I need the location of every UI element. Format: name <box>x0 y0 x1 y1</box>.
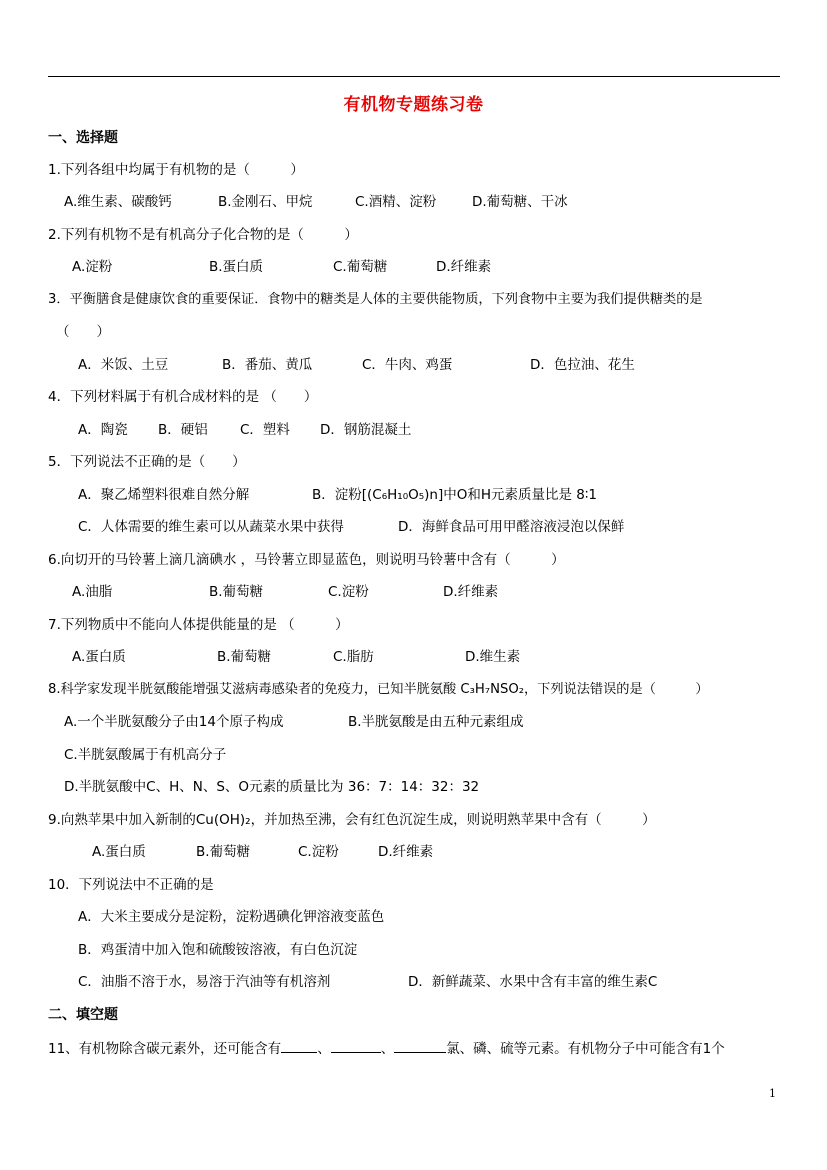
q1-option-b: B.金刚石、甲烷 <box>218 194 313 210</box>
q11-blank-2[interactable] <box>331 1038 381 1053</box>
q1-option-c: C.酒精、淀粉 <box>355 194 437 210</box>
q7-option-d: D.维生素 <box>465 649 521 665</box>
q10-option-a: A．大米主要成分是淀粉，淀粉遇碘化钾溶液变蓝色 <box>78 909 385 925</box>
q3-option-d: D．色拉油、花生 <box>530 357 635 373</box>
q10-option-d: D．新鲜蔬菜、水果中含有丰富的维生素C <box>408 974 658 990</box>
q10-option-c: C．油脂不溶于水，易溶于汽油等有机溶剂 <box>78 974 331 990</box>
q8-option-c: C.半胱氨酸属于有机高分子 <box>64 747 227 763</box>
q11-sep-2: 、 <box>380 1041 395 1057</box>
q4-option-a: A．陶瓷 <box>78 422 128 438</box>
question-2: 2.下列有机物不是有机高分子化合物的是（ ） <box>48 227 358 243</box>
q11-blank-3[interactable] <box>394 1038 446 1053</box>
q4-option-c: C．塑料 <box>240 422 290 438</box>
question-7: 7.下列物质中不能向人体提供能量的是 （ ） <box>48 617 349 633</box>
q1-option-d: D.葡萄糖、干冰 <box>472 194 568 210</box>
q7-option-b: B.葡萄糖 <box>217 649 272 665</box>
page-number: 1 <box>769 1087 776 1100</box>
section-heading-fill: 二、填空题 <box>48 1007 118 1023</box>
q6-option-b: B.葡萄糖 <box>209 584 264 600</box>
q3-option-b: B．番茄、黄瓜 <box>222 357 313 373</box>
q1-option-a: A.维生素、碳酸钙 <box>64 194 172 210</box>
q3-option-c: C．牛肉、鸡蛋 <box>362 357 453 373</box>
question-10: 10．下列说法中不正确的是 <box>48 877 214 893</box>
question-6: 6.向切开的马铃薯上滴几滴碘水 ，马铃薯立即显蓝色，则说明马铃薯中含有（ ） <box>48 552 565 568</box>
q11-text-end: 氯、磷、硫等元素。有机物分子中可能含有1个 <box>446 1041 725 1057</box>
question-1: 1.下列各组中均属于有机物的是（ ） <box>48 162 304 178</box>
q4-option-d: D．钢筋混凝土 <box>320 422 412 438</box>
q4-option-b: B．硬铝 <box>158 422 208 438</box>
q7-option-a: A.蛋白质 <box>72 649 126 665</box>
question-3-paren: （ ） <box>56 324 110 340</box>
q9-option-a: A.蛋白质 <box>92 844 146 860</box>
q5-option-b: B．淀粉[(C₆H₁₀O₅)n]中O和H元素质量比是 8∶1 <box>312 487 597 503</box>
section-heading-choice: 一、选择题 <box>48 130 118 146</box>
question-9: 9.向熟苹果中加入新制的Cu(OH)₂，并加热至沸，会有红色沉淀生成，则说明熟苹果中含有（ ） <box>48 812 656 828</box>
q2-option-c: C.葡萄糖 <box>333 259 388 275</box>
q6-option-c: C.淀粉 <box>328 584 369 600</box>
q11-sep-1: 、 <box>317 1041 331 1057</box>
q10-option-b: B．鸡蛋清中加入饱和硫酸铵溶液，有白色沉淀 <box>78 942 358 958</box>
q2-option-a: A.淀粉 <box>72 259 113 275</box>
page-title: 有机物专题练习卷 <box>343 95 484 115</box>
q8-option-d: D.半胱氨酸中C、H、N、S、O元素的质量比为 36：7：14：32：32 <box>64 779 480 795</box>
q11-blank-1[interactable] <box>281 1038 317 1053</box>
q3-option-a: A．米饭、土豆 <box>78 357 169 373</box>
question-4: 4．下列材料属于有机合成材料的是 （ ） <box>48 389 318 405</box>
q9-option-b: B.葡萄糖 <box>196 844 251 860</box>
q5-option-a: A．聚乙烯塑料很难自然分解 <box>78 487 250 503</box>
q6-option-a: A.油脂 <box>72 584 113 600</box>
q5-option-d: D．海鲜食品可用甲醛溶液浸泡以保鲜 <box>398 519 625 535</box>
q9-option-c: C.淀粉 <box>298 844 339 860</box>
question-8: 8.科学家发现半胱氨酸能增强艾滋病毒感染者的免疫力，已知半胱氨酸 C₃H₇NSO₂，下列说法错误的是（ ） <box>48 682 709 697</box>
q8-option-b: B.半胱氨酸是由五种元素组成 <box>348 714 524 730</box>
question-3: 3．平衡膳食是健康饮食的重要保证．食物中的糖类是人体的主要供能物质，下列食物中主要为我们提供糖类的是 <box>48 292 703 307</box>
q6-option-d: D.纤维素 <box>443 584 499 600</box>
q7-option-c: C.脂肪 <box>333 649 374 665</box>
question-11 <box>48 1038 725 1058</box>
header-rule <box>48 76 780 77</box>
q11-text-start: 11、有机物除含碳元素外，还可能含有 <box>48 1041 282 1057</box>
question-5: 5．下列说法不正确的是（ ） <box>48 454 246 470</box>
q2-option-d: D.纤维素 <box>436 259 492 275</box>
q9-option-d: D.纤维素 <box>378 844 434 860</box>
q5-option-c: C．人体需要的维生素可以从蔬菜水果中获得 <box>78 519 344 535</box>
q8-option-a: A.一个半胱氨酸分子由14个原子构成 <box>64 714 284 730</box>
q2-option-b: B.蛋白质 <box>209 259 264 275</box>
